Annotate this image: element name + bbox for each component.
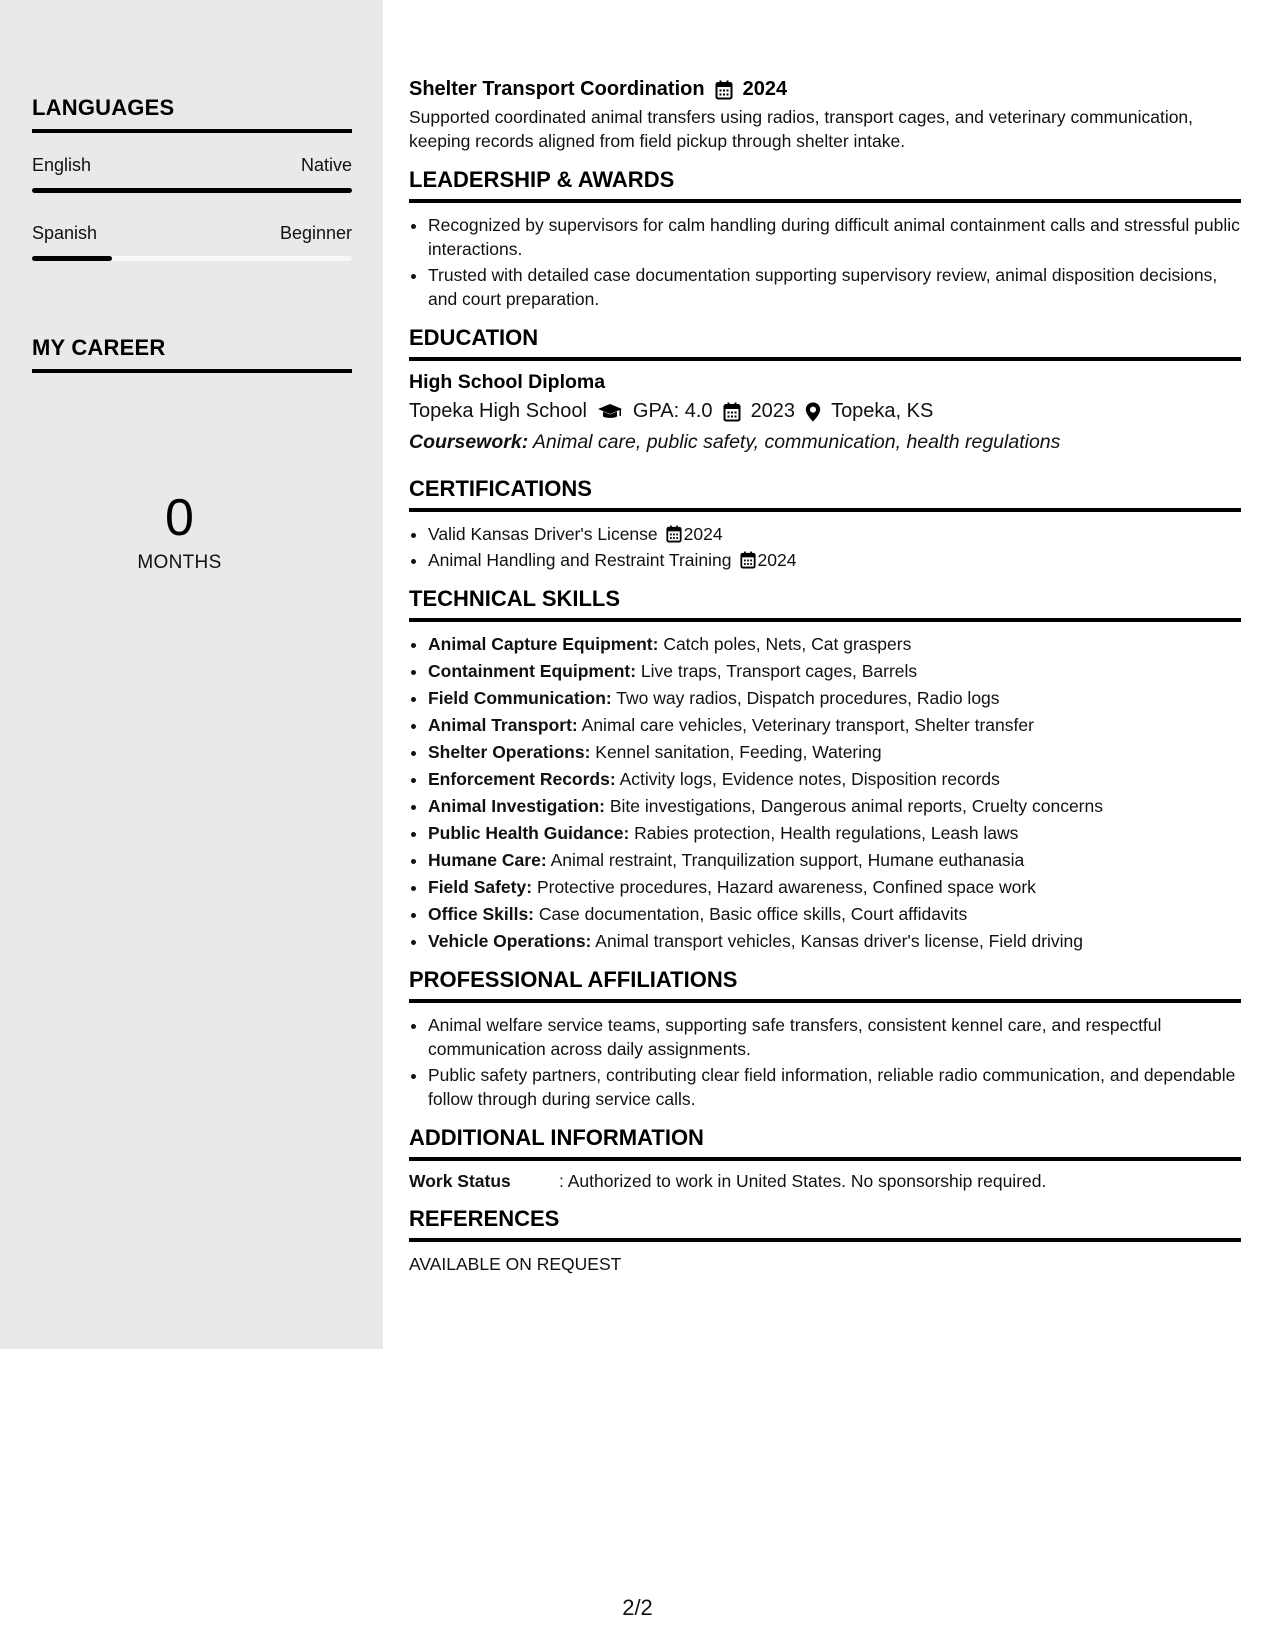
skill-value: Kennel sanitation, Feeding, Watering [595,742,882,762]
job-description: Supported coordinated animal transfers using radios, transport cages, and veterinary communication, keeping records aligned from field pickup through shelter intake. [409,107,1194,151]
calendar-icon [723,402,741,422]
language-item-spanish [32,223,352,261]
skill-item [428,875,1241,899]
skill-item [428,902,1241,926]
list-item: • Public safety partners, contributing clear field information, reliable radio communication, and dependable follow through during service calls. [428,1063,1241,1111]
coursework-label: Coursework: [409,431,529,453]
language-item-english [32,155,352,193]
skill-value: Animal restraint, Tranquilization support, Humane euthanasia [550,850,1025,870]
list-item: • Recognized by supervisors for calm handling during difficult animal containment calls and stressful public interactions. [428,213,1241,261]
language-name: English [32,155,92,175]
skill-item [428,821,1241,845]
experience-entry [409,78,1241,153]
skill-item [428,713,1241,737]
education-degree: High School Diploma [409,371,606,393]
affiliations-heading: PROFESSIONAL AFFILIATIONS [409,967,1241,1003]
skill-item [428,929,1241,953]
career-unit: MONTHS [137,552,222,573]
skill-item [428,740,1241,764]
leadership-list [409,213,1241,311]
education-details [409,400,1241,423]
certification-name: • Valid Kansas Driver's License [428,524,658,544]
skill-value: Animal transport vehicles, Kansas driver's license, Field driving [595,931,1084,951]
certification-date: 2024 [683,524,723,544]
skill-label: Enforcement Records: [428,769,616,789]
skill-item [428,686,1241,710]
additional-info-heading: ADDITIONAL INFORMATION [409,1125,1241,1161]
skill-label: Field Communication: [428,688,612,708]
language-proficiency-fill [32,256,112,261]
skill-item [428,659,1241,683]
certification-name: • Animal Handling and Restraint Training [428,550,732,570]
list-item [428,548,1241,572]
skill-value: Activity logs, Evidence notes, Disposition records [619,769,1000,789]
skill-label: Containment Equipment: [428,661,637,681]
skill-value: Live traps, Transport cages, Barrels [640,661,918,681]
language-level: Native [300,155,352,175]
certifications-list [409,522,1241,572]
calendar-icon [666,525,682,543]
skill-value: Rabies protection, Health regulations, Leash laws [634,823,1019,843]
education-gpa: GPA: 4.0 [632,400,713,422]
job-date: 2024 [742,78,788,100]
leadership-heading: LEADERSHIP & AWARDS [409,167,1241,203]
skill-item [428,794,1241,818]
skill-label: Shelter Operations: [428,742,591,762]
skill-label: Office Skills: [428,904,535,924]
language-proficiency-bar [32,256,352,261]
career-value: 0 [165,489,194,547]
skill-value: Animal care vehicles, Veterinary transport, Shelter transfer [581,715,1034,735]
calendar-icon [740,551,756,569]
work-status-value: : Authorized to work in United States. No sponsorship required. [559,1171,1047,1191]
language-name: Spanish [32,223,98,243]
map-pin-icon [805,402,821,422]
language-proficiency-fill [32,188,352,193]
list-item: • Trusted with detailed case documentation supporting supervisory review, animal disposition decisions, and court preparation. [428,263,1241,311]
technical-skills-heading: TECHNICAL SKILLS [409,586,1241,622]
list-item: • Animal welfare service teams, supporting safe transfers, consistent kennel care, and respectful communication across daily assignments. [428,1013,1241,1061]
language-level: Beginner [279,223,352,243]
references-text: AVAILABLE ON REQUEST [409,1254,622,1274]
education-school: Topeka High School [409,400,587,422]
languages-heading: LANGUAGES [32,95,352,133]
skill-label: Vehicle Operations: [428,931,592,951]
languages-section [32,95,352,261]
certification-date: 2024 [757,550,797,570]
graduation-cap-icon [597,403,623,421]
skill-value: Protective procedures, Hazard awareness, Confined space work [536,877,1036,897]
career-section [32,335,352,373]
education-location: Topeka, KS [831,400,934,422]
skill-item [428,767,1241,791]
page-number: 2/2 [622,1595,653,1620]
skill-value: Two way radios, Dispatch procedures, Radio logs [616,688,1000,708]
skill-value: Catch poles, Nets, Cat graspers [663,634,912,654]
job-title: Shelter Transport Coordination [409,78,705,100]
coursework-text: Animal care, public safety, communication, health regulations [532,431,1061,453]
career-heading: MY CAREER [32,335,352,373]
affiliations-list [409,1013,1241,1111]
certifications-heading: CERTIFICATIONS [409,476,1241,512]
education-heading: EDUCATION [409,325,1241,361]
skill-label: Humane Care: [428,850,547,870]
skill-label: Field Safety: [428,877,533,897]
skill-label: Animal Investigation: [428,796,605,816]
skill-label: Animal Transport: [428,715,578,735]
education-year: 2023 [750,400,796,422]
skill-item [428,848,1241,872]
work-status-row [409,1171,1241,1192]
skill-label: Animal Capture Equipment: [428,634,659,654]
skill-label: Public Health Guidance: [428,823,630,843]
sidebar [0,0,383,1349]
skill-item [428,632,1241,656]
main-content [409,78,1241,1275]
skill-value: Bite investigations, Dangerous animal reports, Cruelty concerns [609,796,1103,816]
skill-value: Case documentation, Basic office skills, Court affidavits [538,904,968,924]
career-counter [32,489,327,574]
education-coursework [409,431,1241,454]
calendar-icon [715,80,733,100]
work-status-label: Work Status [409,1171,511,1191]
language-proficiency-bar [32,188,352,193]
list-item [428,522,1241,546]
references-heading: REFERENCES [409,1206,1241,1242]
technical-skills-list [409,632,1241,953]
